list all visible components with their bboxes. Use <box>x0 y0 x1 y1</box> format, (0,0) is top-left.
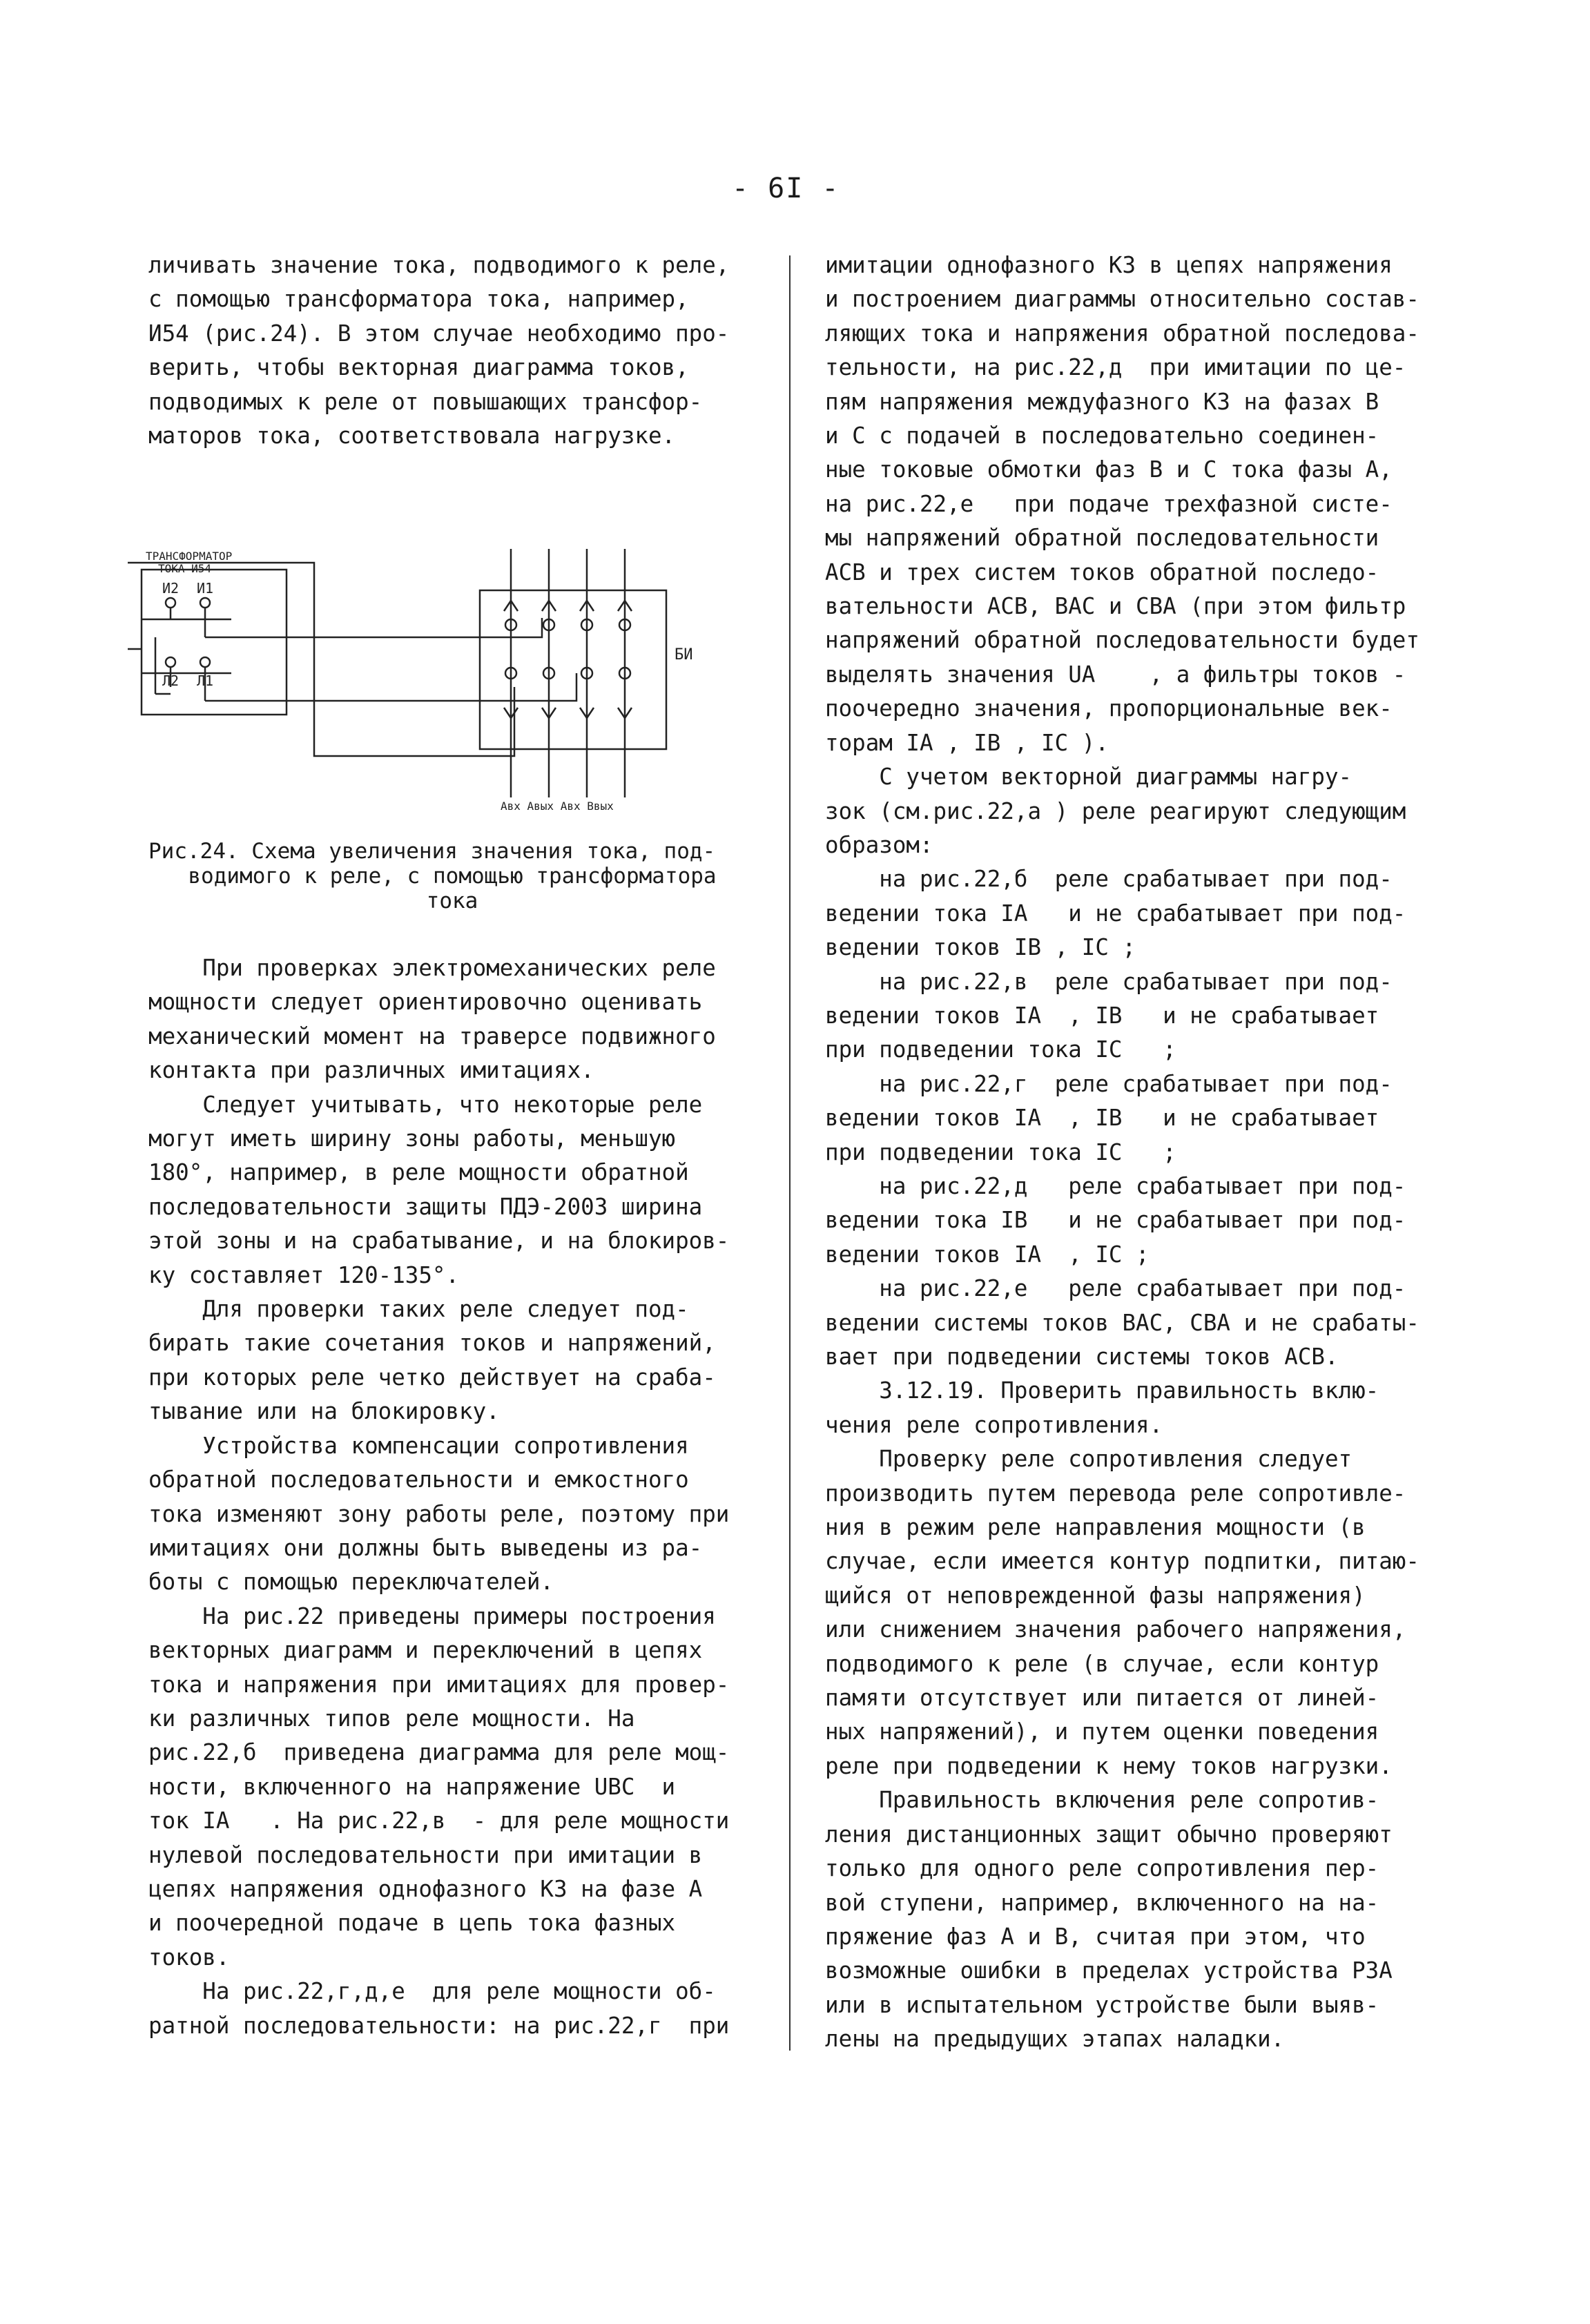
text-line: производить путем перевода реле сопротивле- <box>825 1480 1406 1507</box>
text-line: И54 (рис.24). В этом случае необходимо про- <box>148 320 730 347</box>
block-bi <box>480 590 666 749</box>
text-line: пям напряжения междуфазного КЗ на фазах В <box>825 388 1379 415</box>
text-line: подводимых к реле от повышающих трансфор- <box>148 388 703 415</box>
text-line: векторных диаграмм и переключений в цепях <box>148 1637 703 1664</box>
text-line: бирать такие сочетания токов и напряжений, <box>148 1330 716 1357</box>
text-line: ные токовые обмотки фаз В и С тока фазы А, <box>825 456 1393 483</box>
text-line: возможные ошибки в пределах устройства РЗА <box>825 1957 1393 1984</box>
text-line: 180°, например, в реле мощности обратной <box>148 1159 689 1186</box>
text-line: случае, если имеется контур подпитки, питаю- <box>825 1548 1419 1575</box>
terminal-label: Л1 <box>197 672 214 689</box>
caption-line: Рис.24. Схема увеличения значения тока, под- <box>148 839 716 864</box>
text-line: ток IA . На рис.22,в - для реле мощности <box>148 1808 730 1834</box>
text-line: на рис.22,б реле срабатывает при под- <box>825 866 1393 893</box>
text-line: на рис.22,е реле срабатывает при под- <box>825 1275 1406 1302</box>
transformer-subtitle: ТОКА И54 <box>158 562 212 575</box>
text-line: ки различных типов реле мощности. На <box>148 1705 635 1732</box>
text-line: вает при подведении системы токов АСВ. <box>825 1344 1339 1370</box>
terminal-label: Л2 <box>162 672 180 689</box>
text-line: ведении тока IB и не срабатывает при под- <box>825 1207 1406 1234</box>
text-line: тока изменяют зону работы реле, поэтому при <box>148 1500 730 1527</box>
text-line: ведении токов IB , IC ; <box>825 934 1136 961</box>
text-line: пряжение фаз А и В, считая при этом, что <box>825 1923 1366 1950</box>
text-line: торам IA , IB , IC ). <box>825 729 1109 756</box>
text-line: Устройства компенсации сопротивления <box>148 1432 689 1459</box>
text-line: При проверках электромеханических реле <box>148 955 716 981</box>
text-line: тельности, на рис.22,д при имитации по це- <box>825 354 1406 381</box>
text-line: На рис.22 приведены примеры построения <box>148 1602 716 1629</box>
text-line: боты с помощью переключателей. <box>148 1569 554 1596</box>
text-line: могут иметь ширину зоны работы, меньшую <box>148 1125 676 1152</box>
text-line: и построением диаграммы относительно состав- <box>825 286 1419 313</box>
text-line: ния в режим реле направления мощности (в <box>825 1514 1366 1541</box>
caption-line: водимого к реле, с помощью трансформатора <box>188 864 717 889</box>
text-line: с помощью трансформатора тока, например, <box>148 286 689 313</box>
text-line: последовательности защиты ПДЭ-2003 ширина <box>148 1193 703 1220</box>
text-line: ведении токов IA , IC ; <box>825 1241 1150 1268</box>
text-line: С учетом векторной диаграммы нагру- <box>825 764 1353 791</box>
text-line: верить, чтобы векторная диаграмма токов, <box>148 354 689 381</box>
text-line: имитации однофазного КЗ в цепях напряжения <box>825 252 1393 278</box>
column-divider <box>789 255 791 2051</box>
text-line: вой ступени, например, включенного на на- <box>825 1889 1379 1916</box>
text-line: щийся от неповрежденной фазы напряжения) <box>825 1582 1366 1609</box>
text-line: ратной последовательности: на рис.22,г при <box>148 2012 730 2039</box>
output-labels: Авх Авых Авх Ввых <box>501 800 614 811</box>
text-line: реле при подведении к нему токов нагрузки. <box>825 1752 1393 1779</box>
text-line: и С с подачей в последовательно соединен- <box>825 423 1379 449</box>
text-line: чения реле сопротивления. <box>825 1411 1163 1438</box>
text-line: 3.12.19. Проверить правильность вклю- <box>825 1377 1379 1404</box>
transformer-title: ТРАНСФОРМАТОР <box>146 550 233 563</box>
circuit-figure <box>128 535 770 811</box>
text-line: подводимого к реле (в случае, если контур <box>825 1650 1379 1677</box>
left-intro <box>148 249 756 453</box>
text-line: напряжений обратной последовательности будет <box>825 627 1419 654</box>
text-line: ку составляет 120-135°. <box>148 1261 460 1288</box>
text-line: памяти отсутствует или питается от линей- <box>825 1685 1379 1712</box>
text-line: мы напряжений обратной последовательности <box>825 525 1379 552</box>
text-line: ляющих тока и напряжения обратной последова- <box>825 320 1419 347</box>
text-line: на рис.22,е при подаче трехфазной систе- <box>825 490 1393 517</box>
text-line: обратной последовательности и емкостного <box>148 1466 689 1493</box>
text-line: при подведении тока IC ; <box>825 1139 1176 1165</box>
text-line: при подведении тока IC ; <box>825 1036 1176 1063</box>
text-line: ных напряжений), и путем оценки поведения <box>825 1718 1379 1745</box>
circuit-schematic <box>128 535 770 811</box>
text-line: цепях напряжения однофазного КЗ на фазе А <box>148 1875 703 1902</box>
text-line: имитациях они должны быть выведены из ра- <box>148 1534 703 1561</box>
text-line: вательности АСВ, ВАС и СВА (при этом фильтр <box>825 593 1406 620</box>
text-line: этой зоны и на срабатывание, и на блокиров- <box>148 1228 730 1255</box>
text-line: Для проверки таких реле следует под- <box>148 1296 689 1323</box>
text-line: поочередно значения, пропорциональные век- <box>825 695 1393 722</box>
text-line: личивать значение тока, подводимого к реле, <box>148 252 730 278</box>
text-line: тока и напряжения при имитациях для провер- <box>148 1671 730 1698</box>
text-line: ведении токов IA , IB и не срабатывает <box>825 1002 1379 1029</box>
text-line: на рис.22,г реле срабатывает при под- <box>825 1070 1393 1097</box>
text-line: ведении токов IA , IB и не срабатывает <box>825 1105 1379 1132</box>
text-line: контакта при различных имитациях. <box>148 1057 594 1084</box>
text-line: Проверку реле сопротивления следует <box>825 1446 1353 1473</box>
caption-line: тока <box>426 889 478 913</box>
left-body <box>148 951 756 2043</box>
text-line: или снижением значения рабочего напряжения, <box>825 1616 1406 1643</box>
text-line: или в испытательном устройстве были выяв- <box>825 1991 1379 2018</box>
text-line: токов. <box>148 1944 230 1970</box>
text-line: механический момент на траверсе подвижного <box>148 1023 716 1049</box>
terminal-label: И2 <box>162 580 180 597</box>
text-line: ведении системы токов ВАС, СВА и не срабаты- <box>825 1309 1419 1336</box>
right-body <box>825 249 1439 2057</box>
text-line: зок (см.рис.22,а ) реле реагируют следующим <box>825 797 1406 824</box>
figure-caption <box>148 839 756 913</box>
text-line: только для одного реле сопротивления пер- <box>825 1855 1379 1882</box>
text-line: и поочередной подаче в цепь тока фазных <box>148 1910 676 1937</box>
text-line: нулевой последовательности при имитации в <box>148 1841 703 1868</box>
text-line: на рис.22,в реле срабатывает при под- <box>825 968 1393 995</box>
text-line: Следует учитывать, что некоторые реле <box>148 1091 703 1118</box>
block-label: БИ <box>675 646 693 664</box>
text-line: ведении тока IA и не срабатывает при под- <box>825 900 1406 927</box>
text-line: рис.22,б приведена диаграмма для реле мощ- <box>148 1739 730 1766</box>
page-number: - 6I - <box>732 173 840 204</box>
text-line: На рис.22,г,д,е для реле мощности об- <box>148 1978 716 2005</box>
text-line: АСВ и трех систем токов обратной последо- <box>825 559 1379 585</box>
text-line: образом: <box>825 831 933 858</box>
text-line: лены на предыдущих этапах наладки. <box>825 2026 1285 2053</box>
text-line: маторов тока, соответствовала нагрузке. <box>148 423 676 449</box>
text-line: на рис.22,д реле срабатывает при под- <box>825 1172 1406 1199</box>
text-line: ления дистанционных защит обычно проверяют <box>825 1821 1393 1848</box>
text-line: тывание или на блокировку. <box>148 1398 500 1425</box>
text-line: мощности следует ориентировочно оценивать <box>148 989 703 1016</box>
text-line: ности, включенного на напряжение UBC и <box>148 1773 676 1800</box>
text-line: Правильность включения реле сопротив- <box>825 1787 1379 1814</box>
terminal-label: И1 <box>197 580 214 597</box>
text-line: при которых реле четко действует на сраба- <box>148 1364 716 1391</box>
text-line: выделять значения UA , а фильтры токов - <box>825 661 1406 688</box>
